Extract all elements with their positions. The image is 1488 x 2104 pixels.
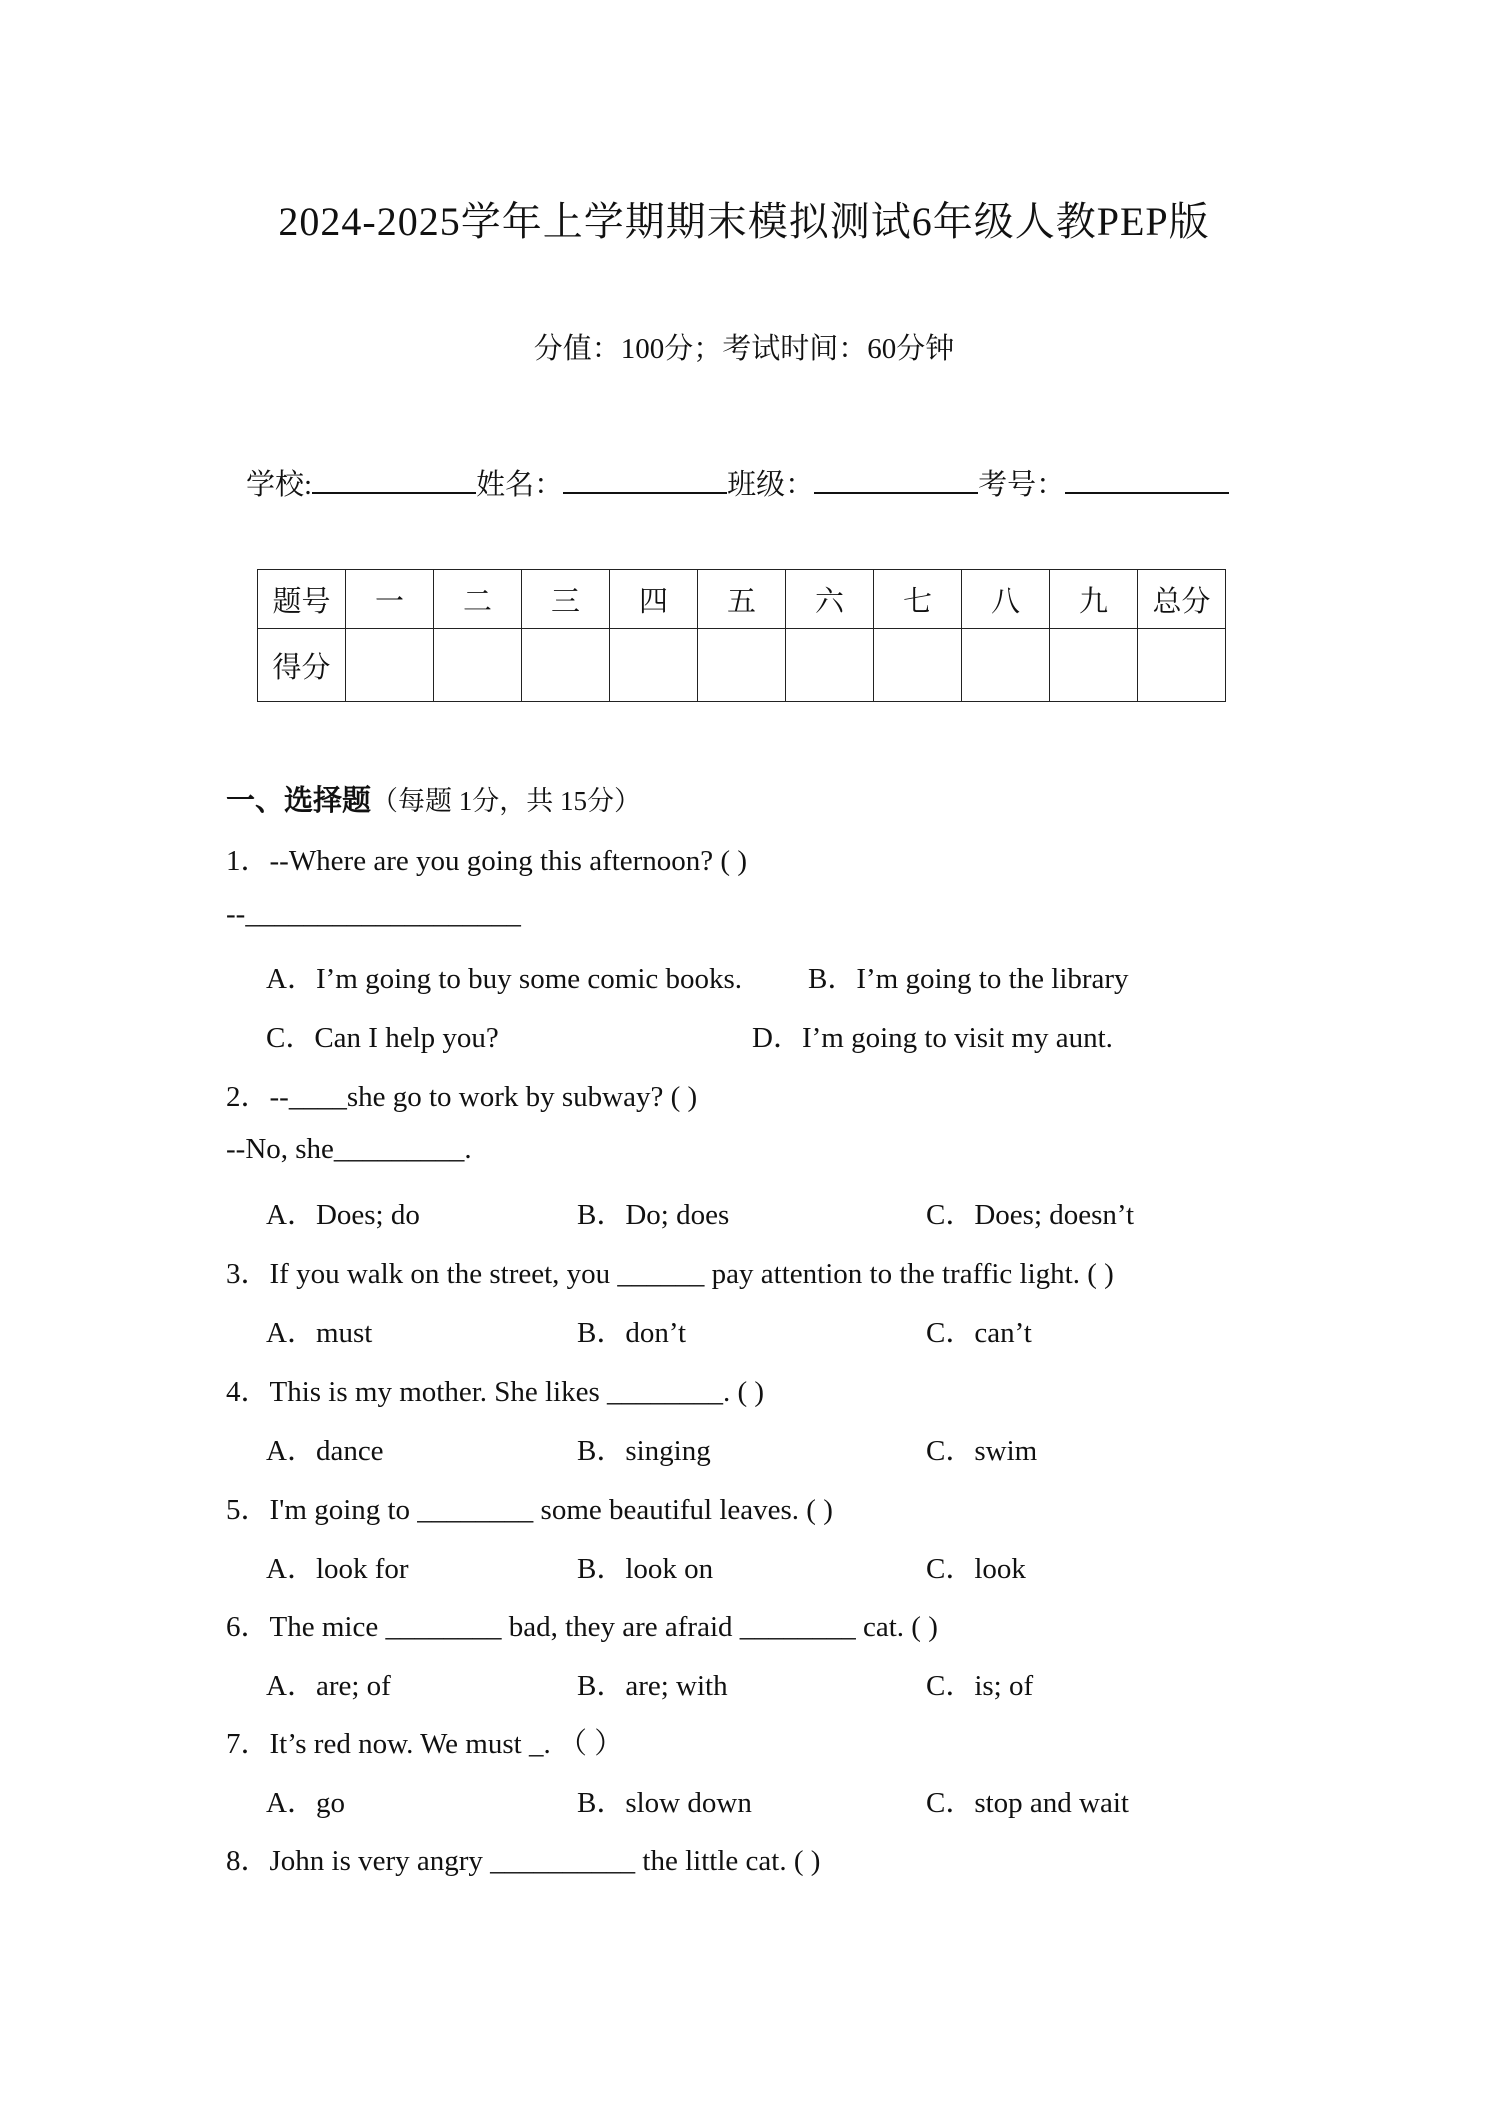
score-cell[interactable] [346,629,434,702]
score-cell[interactable] [1050,629,1138,702]
question-5-option-b[interactable]: B．look on [577,1553,714,1585]
question-1-option-d[interactable]: D．I’m going to visit my aunt. [752,1022,1113,1054]
exam-title: 2024-2025学年上学期期末模拟测试6年级人教PEP版 [278,199,1210,244]
question-6-option-a[interactable]: A．are; of [266,1670,391,1702]
table-header-cell: 二 [434,570,522,629]
score-table [257,569,1226,702]
score-cell[interactable] [610,629,698,702]
question-2-reply: --No, she_________. [226,1133,472,1165]
table-header-cell: 总分 [1138,570,1226,629]
question-1-option-a[interactable]: A．I’m going to buy some comic books. [266,963,743,995]
table-header-cell: 八 [962,570,1050,629]
question-1-stem: 1．--Where are you going this afternoon? ( ) [226,845,747,877]
question-3-stem: 3．If you walk on the street, you ______ pay attention to the traffic light. ( ) [226,1258,1114,1290]
question-4-option-b[interactable]: B．singing [577,1435,711,1467]
table-header-cell: 六 [786,570,874,629]
score-table-header-row [258,570,1226,629]
table-header-cell: 一 [346,570,434,629]
question-5-option-c[interactable]: C．look [926,1553,1026,1585]
section-1-note: （每题 1分，共 15分） [371,786,642,816]
question-8-stem: 8．John is very angry __________ the little cat. ( ) [226,1845,821,1877]
table-header-cell: 五 [698,570,786,629]
table-header-cell: 九 [1050,570,1138,629]
name-label: 姓名： [476,469,564,501]
table-header-cell: 三 [522,570,610,629]
question-1-option-b[interactable]: B．I’m going to the library [808,963,1129,995]
table-header-cell: 七 [874,570,962,629]
score-table-score-row [258,629,1226,702]
question-4-option-a[interactable]: A．dance [266,1435,384,1467]
section-1-title: 一、选择题 [226,785,372,817]
score-cell[interactable] [874,629,962,702]
school-blank[interactable] [312,464,476,494]
class-label: 班级： [727,469,815,501]
score-cell[interactable] [962,629,1050,702]
question-2-stem: 2．--____she go to work by subway? ( ) [226,1081,698,1113]
question-2-option-c[interactable]: C．Does; doesn’t [926,1199,1135,1231]
question-2-option-a[interactable]: A．Does; do [266,1199,420,1231]
question-6-stem: 6．The mice ________ bad, they are afraid ________ cat. ( ) [226,1611,938,1643]
student-info-line [246,462,1229,503]
question-3-option-b[interactable]: B．don’t [577,1317,687,1349]
school-label: 学校: [246,469,313,501]
question-3-option-c[interactable]: C．can’t [926,1317,1032,1349]
question-7-option-b[interactable]: B．slow down [577,1787,752,1819]
question-5-option-a[interactable]: A．look for [266,1553,409,1585]
table-header-cell: 四 [610,570,698,629]
exam-no-label: 考号： [978,469,1066,501]
score-row-label: 得分 [258,629,346,702]
score-cell[interactable] [786,629,874,702]
score-cell[interactable] [434,629,522,702]
question-1-reply: --___________________ [226,898,521,930]
question-6-option-b[interactable]: B．are; with [577,1670,728,1702]
question-2-option-b[interactable]: B．Do; does [577,1199,730,1231]
question-7-option-a[interactable]: A．go [266,1787,345,1819]
table-header-cell: 题号 [258,570,346,629]
question-5-stem: 5．I'm going to ________ some beautiful leaves. ( ) [226,1494,833,1526]
question-7-stem: 7．It’s red now. We must _. （ ） [226,1728,624,1760]
class-blank[interactable] [814,464,978,494]
question-3-option-a[interactable]: A．must [266,1317,373,1349]
question-7-option-c[interactable]: C．stop and wait [926,1787,1129,1819]
score-cell[interactable] [1138,629,1226,702]
question-4-option-c[interactable]: C．swim [926,1435,1038,1467]
section-1-heading [226,778,641,819]
question-4-stem: 4．This is my mother. She likes ________. ( ) [226,1376,765,1408]
exam-no-blank[interactable] [1065,464,1229,494]
score-cell[interactable] [698,629,786,702]
question-6-option-c[interactable]: C．is; of [926,1670,1034,1702]
exam-subtitle: 分值：100分；考试时间：60分钟 [533,333,955,365]
score-cell[interactable] [522,629,610,702]
name-blank[interactable] [563,464,727,494]
question-1-option-c[interactable]: C．Can I help you? [266,1022,499,1054]
